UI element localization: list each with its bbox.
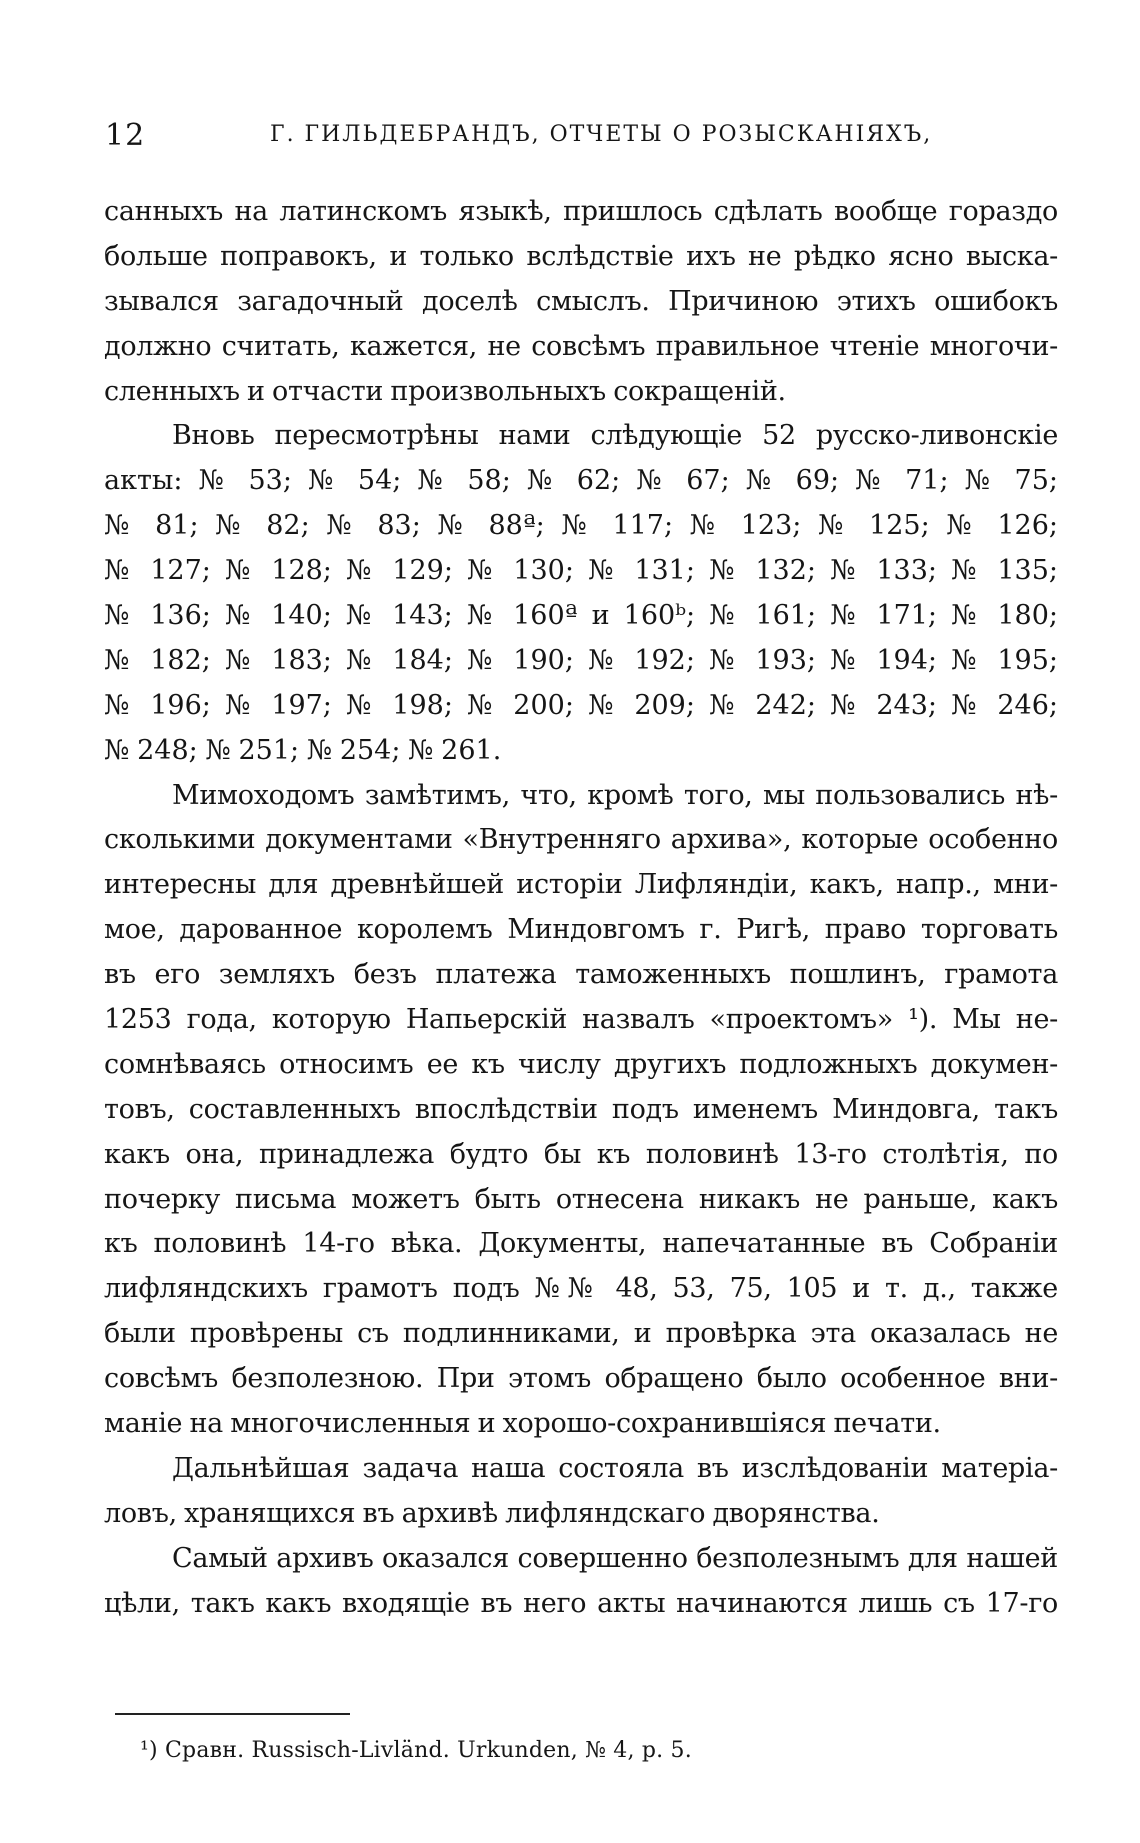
text-line: должно считать, кажется, не совсѣмъ правильное чтеніе многочи-	[104, 330, 1058, 362]
footnote-marker: ¹)	[140, 1738, 158, 1763]
text-line: лифляндскихъ грамотъ подъ №№ 48, 53, 75, 105 и т. д., также	[104, 1273, 1058, 1305]
text-line: маніе на многочисленныя и хорошо-сохранившіяся печати.	[104, 1408, 941, 1440]
text-line: цѣли, такъ какъ входящіе въ него акты начинаются лишь съ 17-го	[104, 1587, 1058, 1619]
text-line: № 136; № 140; № 143; № 160ª и 160ᵇ; № 161; № 171; № 180;	[104, 600, 1058, 632]
page-number: 12	[105, 118, 146, 153]
text-line: Мимоходомъ замѣтимъ, что, кромѣ того, мы пользовались нѣ-	[172, 779, 1058, 811]
body-text	[104, 190, 1058, 1627]
footnote-divider	[115, 1713, 350, 1715]
text-line: совсѣмъ безполезною. При этомъ обращено было особенное вни-	[104, 1363, 1058, 1395]
text-line: № 81; № 82; № 83; № 88ª; № 117; № 123; № 125; № 126;	[104, 510, 1058, 542]
text-line: санныхъ на латинскомъ языкѣ, пришлось сдѣлать вообще гораздо	[104, 196, 1058, 227]
text-line: въ его земляхъ безъ платежа таможенныхъ пошлинъ, грамота	[104, 959, 1058, 991]
text-line: были провѣрены съ подлинниками, и провѣрка эта оказалась не	[104, 1318, 1058, 1350]
text-line: зывался загадочный доселѣ смыслъ. Причиною этихъ ошибокъ	[104, 285, 1058, 317]
text-line: ловъ, хранящихся въ архивѣ лифляндскаго дворянства.	[104, 1497, 880, 1529]
text-line: интересны для древнѣйшей исторіи Лифляндіи, какъ, напр., мни-	[104, 869, 1058, 901]
text-line: Дальнѣйшая задача наша состояла въ изслѣдованіи матеріа-	[172, 1452, 1058, 1484]
text-line: 1253 года, которую Напьерскій назвалъ «проектомъ» ¹). Мы не-	[104, 1004, 1058, 1036]
text-line: Самый архивъ оказался совершенно безполезнымъ для нашей	[172, 1542, 1058, 1574]
running-title: Г. ГИЛЬДЕБРАНДЪ, ОТЧЕТЫ О РОЗЫСКАНІЯХЪ,	[270, 122, 933, 147]
text-line: сколькими документами «Внутренняго архива», которые особенно	[104, 824, 1058, 856]
text-line: № 182; № 183; № 184; № 190; № 192; № 193; № 194; № 195;	[104, 644, 1058, 676]
text-line: Вновь пересмотрѣны нами слѣдующіе 52 русско-ливонскіе	[172, 420, 1058, 452]
footnote-text: Сравн. Russisch-Livländ. Urkunden, № 4, p. 5.	[165, 1738, 692, 1763]
text-line: сленныхъ и отчасти произвольныхъ сокращеній.	[104, 375, 786, 407]
footnote	[140, 1738, 692, 1763]
text-line: № 127; № 128; № 129; № 130; № 131; № 132; № 133; № 135;	[104, 555, 1058, 587]
text-line: больше поправокъ, и только вслѣдствіе ихъ не рѣдко ясно выска-	[104, 240, 1058, 272]
text-line: почерку письма можетъ быть отнесена никакъ не раньше, какъ	[104, 1183, 1058, 1215]
text-line: акты: № 53; № 54; № 58; № 62; № 67; № 69; № 71; № 75;	[104, 465, 1058, 497]
text-line: мое, дарованное королемъ Миндовгомъ г. Ригѣ, право торговать	[104, 914, 1058, 946]
text-line: къ половинѣ 14-го вѣка. Документы, напечатанные въ Собраніи	[104, 1228, 1058, 1260]
text-line: какъ она, принадлежа будто бы къ половинѣ 13-го столѣтія, по	[104, 1138, 1058, 1170]
text-line: сомнѣваясь относимъ ее къ числу другихъ подложныхъ докумен-	[104, 1048, 1058, 1080]
text-line: № 248; № 251; № 254; № 261.	[104, 734, 502, 766]
text-line: товъ, составленныхъ впослѣдствіи подъ именемъ Миндовга, такъ	[104, 1093, 1058, 1125]
text-line: № 196; № 197; № 198; № 200; № 209; № 242; № 243; № 246;	[104, 689, 1058, 721]
running-head	[105, 118, 1065, 158]
